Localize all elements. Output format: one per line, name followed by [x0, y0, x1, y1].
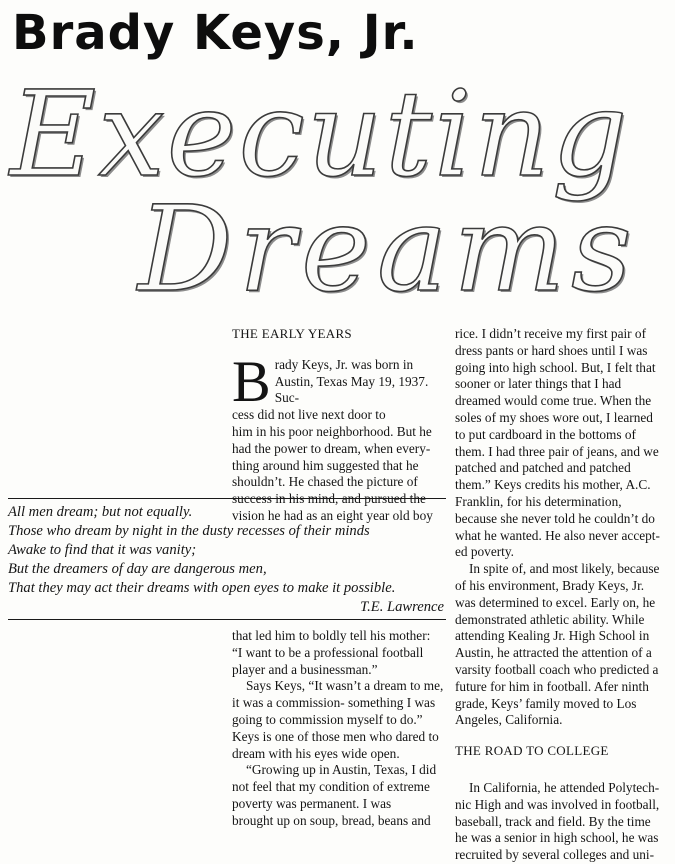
left-para-line: vision he had as an eight year old boy: [232, 507, 433, 523]
quote-attribution: T.E. Lawrence: [360, 599, 444, 615]
section-heading-early-years: THE EARLY YEARS: [232, 326, 352, 341]
section-heading-road-to-college: THE ROAD TO COLLEGE: [455, 743, 609, 759]
right-line: he was a senior in high school, he was: [455, 830, 659, 846]
drop-cap: B: [232, 348, 271, 414]
right-line: Austin, he attracted the attention of a: [455, 645, 652, 661]
right-line: grade, Keys’ family moved to Los: [455, 695, 637, 711]
decorative-title-dreams: Dreams: [138, 180, 638, 318]
left-lower-line: not feel that my condition of extreme: [232, 779, 430, 795]
left-lower-line: brought up on soup, bread, beans and: [232, 812, 431, 828]
right-line: Angeles, California.: [455, 712, 563, 728]
right-line: because she never told he couldn’t do: [455, 510, 655, 526]
left-lower-line: going to commission myself to do.”: [232, 711, 423, 727]
left-lower-line: Keys is one of those men who dared to: [232, 728, 439, 744]
right-line: sooner or later things that I had: [455, 376, 622, 392]
right-line: to put cardboard in the bottoms of: [455, 426, 636, 442]
left-para-line: success in his mind, and pursued the: [232, 491, 426, 507]
quote-line: Awake to find that it was vanity;: [8, 542, 197, 558]
quote-line: Those who dream by night in the dusty recesses of their minds: [8, 523, 370, 539]
decorative-title-executing: Executing: [10, 65, 630, 203]
left-lower-line: “I want to be a professional football: [232, 644, 424, 660]
right-column: [455, 326, 671, 864]
quote-line: That they may act their dreams with open eyes to make it possible.: [8, 580, 396, 596]
right-line: what he wanted. He also never accept-: [455, 527, 660, 543]
left-lower-line: player and a businessman.”: [232, 661, 378, 677]
right-line: ed poverty.: [455, 544, 514, 560]
right-line: Franklin, for his determination,: [455, 493, 622, 509]
left-para-line: rady Keys, Jr. was born in: [274, 356, 414, 372]
right-line: recruited by several colleges and uni-: [455, 847, 654, 863]
right-line: going into high school. But, I felt that: [455, 359, 656, 375]
left-lower-line: Says Keys, “It wasn’t a dream to me,: [246, 678, 444, 694]
right-line: them.” Keys credits his mother, A.C.: [455, 477, 651, 493]
left-para-line: Austin, Texas May 19, 1937. Suc-: [274, 373, 429, 406]
left-lower-line: poverty was permanent. I was: [232, 795, 392, 811]
right-line: nic High and was involved in football,: [455, 796, 660, 812]
right-line: them. I had three pair of jeans, and we: [455, 443, 659, 459]
right-line: In spite of, and most likely, because: [469, 561, 660, 577]
right-line: dreamed would come true. When the: [455, 393, 652, 409]
right-line: varsity football coach who predicted a: [455, 661, 659, 677]
pull-quote: [8, 498, 446, 620]
right-line: future for him in football. Afer ninth: [455, 678, 649, 694]
right-line: rice. I didn’t receive my first pair of: [455, 326, 647, 341]
left-para-line: thing around him suggested that he: [232, 457, 419, 473]
right-line: demonstrated athletic ability. While: [455, 611, 645, 627]
right-line: dress pants or hard shoes until I was: [455, 342, 648, 358]
left-column-top: [232, 326, 444, 525]
left-lower-line: that led him to boldly tell his mother:: [232, 628, 431, 643]
left-column-bottom: [232, 628, 444, 830]
right-line: baseball, track and field. By the time: [455, 813, 651, 829]
right-line: soles of my shoes wore out, I learned: [455, 409, 653, 425]
right-line: attending Kealing Jr. High School in: [455, 628, 650, 644]
left-lower-line: it was a commission- something I was: [232, 695, 436, 711]
left-para-line: cess did not live next door to: [232, 407, 386, 423]
quote-line: But the dreamers of day are dangerous men,: [8, 561, 267, 577]
left-para-line: had the power to dream, when every-: [232, 440, 431, 456]
left-lower-line: “Growing up in Austin, Texas, I did: [246, 762, 437, 778]
left-para-line: him in his poor neighborhood. But he: [232, 423, 432, 439]
quote-line: All men dream; but not equally.: [8, 504, 193, 520]
right-line: of his environment, Brady Keys, Jr.: [455, 577, 645, 593]
right-line: was determined to excel. Early on, he: [455, 594, 656, 610]
right-line: patched and patched and patched: [455, 460, 631, 476]
article-title: Brady Keys, Jr.: [12, 5, 419, 61]
right-line: In California, he attended Polytech-: [469, 779, 660, 795]
left-lower-line: dream with his eyes wide open.: [232, 745, 400, 761]
left-para-line: shouldn’t. He chased the picture of: [232, 474, 418, 490]
